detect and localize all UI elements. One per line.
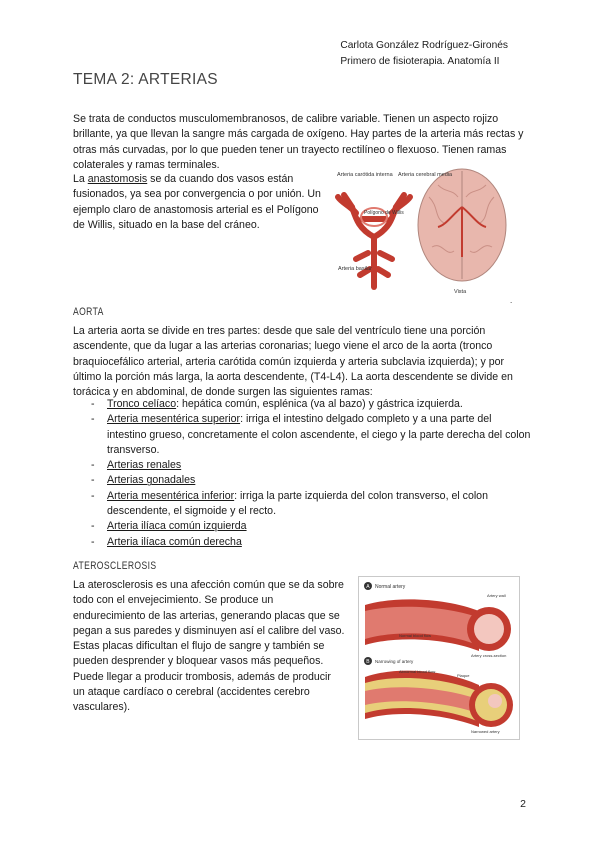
anastomosis-term: anastomosis (87, 173, 148, 185)
list-item: - Arteria mesentérica inferior: irriga la parte izquierda del colon transverso, el colon descendente, el sigmoide y el recto. (91, 489, 488, 518)
label-normal-flow: Normal blood flow (399, 633, 432, 638)
anastomosis-rest: se da cuando dos vasos están fusionados, ya sea por convergencia o por unión. Un ejemplo claro de anastomosis arterial es el Polígono de Willis, situado en la base del cráneo. (73, 173, 321, 231)
branch-desc: : irriga el intestino delgado completo y a una parte del intestino grueso, concretamente el colon ascendente, el ciego y la parte derecha del colon transverso. (107, 413, 531, 456)
branch-name: Arteria ilíaca común derecha (107, 535, 242, 548)
author-name: Carlota González Rodríguez-Gironés (340, 40, 508, 51)
label-narrowed: Narrowed artery (471, 729, 500, 734)
list-item: - Arteria ilíaca común izquierda (91, 520, 247, 533)
course-name: Primero de fisioterapia. Anatomía II (340, 55, 500, 67)
aorta-paragraph: La arteria aorta se divide en tres partes: desde que sale del ventrículo tiene una porción ascendente, que da lugar a las arterias coronarias; luego viene el arco de la aorta (tronco braquiocefálico arterial, arteria carótida común izquierda y arteria subclavia izquierda); y por último la porción más larga, la aorta descendente, (T4-L4). La aorta descendente se divide en torácica y en abdominal, de donde surgen las siguientes ramas: (73, 325, 513, 399)
label-abnormal-flow: Abnormal blood flow (399, 669, 436, 674)
branch-name: Tronco celíaco (107, 398, 177, 410)
anastomosis-paragraph (73, 172, 325, 233)
intro-paragraph: Se trata de conductos musculomembranosos, de calibre variable. Tienen un aspecto rojizo brillante, ya que llevan la sangre más cargada de oxígeno. Hay partes de la arteria más rectas y otras más curvadas, por lo que pueden tener un trayecto rectilíneo o flexuoso. Tienen ramas colaterales y ramas terminales. (73, 113, 524, 171)
list-item: - Arterias gonadales (91, 474, 196, 487)
label-carotid: Arteria carótida interna (337, 172, 393, 178)
branch-name: Arteria mesentérica inferior (107, 489, 235, 502)
page-title: TEMA 2: ARTERIAS (73, 71, 218, 88)
list-item: - Arterias renales (91, 459, 182, 472)
list-item: - Arteria ilíaca común derecha (91, 535, 242, 548)
aorta-heading: AORTA (73, 306, 104, 318)
branch-name: Arteria mesentérica superior (107, 413, 241, 426)
atherosclerosis-heading: ATEROSCLEROSIS (73, 560, 157, 572)
page-number: 2 (520, 798, 526, 810)
label-artery-wall: Artery wall (487, 593, 506, 598)
header-author-block (340, 38, 508, 69)
brain-icon (418, 169, 506, 281)
label-basilar: Arteria basilar (338, 266, 372, 272)
willis-illustration (334, 167, 514, 297)
branch-desc: : irriga la parte izquierda del colon transverso, el colon descendente, el sigmoide y el recto. (107, 489, 488, 518)
label-cerebral: Arteria cerebral media (398, 172, 453, 178)
branch-name: Arterias renales (107, 459, 182, 472)
normal-artery-icon (365, 599, 511, 651)
label-willis: Polígono de Willis (364, 210, 404, 216)
willis-figure (334, 167, 514, 297)
stray-dot: . (510, 296, 513, 305)
label-plaque: Plaque (457, 673, 470, 678)
label-normal-artery: Normal artery (375, 584, 406, 590)
artery-illustration (359, 577, 519, 739)
branch-desc: : hepática común, esplénica (va al bazo) y gástrica izquierda. (176, 398, 463, 410)
artery-figure (358, 576, 520, 740)
list-item: - Tronco celíaco: hepática común, esplénica (va al bazo) y gástrica izquierda. (91, 398, 463, 410)
label-b: B (366, 659, 370, 665)
atherosclerosis-paragraph: La aterosclerosis es una afección común que se da sobre todo con el envejecimiento. Se produce un endurecimiento de las arterias, generando placas que se pegan a sus paredes y disminuyen así el calibre del vaso. Estas placas dificultan el flujo de sangre y también se pueden desprender y bloquear vasos más pequeños. Puede llegar a producir trombosis, además de producir un ataque cardíaco o cerebral (accidentes cerebro vasculares). (73, 579, 345, 714)
list-item: - Arteria mesentérica superior: irriga el intestino delgado completo y a una parte del intestino grueso, concretamente el colon ascendente, el ciego y la parte derecha del colon transverso. (91, 413, 531, 456)
label-view: Vista (454, 289, 467, 295)
label-narrowing: Narrowing of artery (375, 659, 414, 664)
label-cross-section: Artery cross-section (471, 653, 507, 658)
branch-name: Arteria ilíaca común izquierda (107, 520, 247, 533)
narrowed-artery-icon (365, 671, 513, 727)
branch-name: Arterias gonadales (107, 474, 196, 487)
label-a: A (366, 584, 370, 590)
aorta-branches-list (91, 397, 531, 550)
anastomosis-prefix: La (73, 173, 88, 185)
